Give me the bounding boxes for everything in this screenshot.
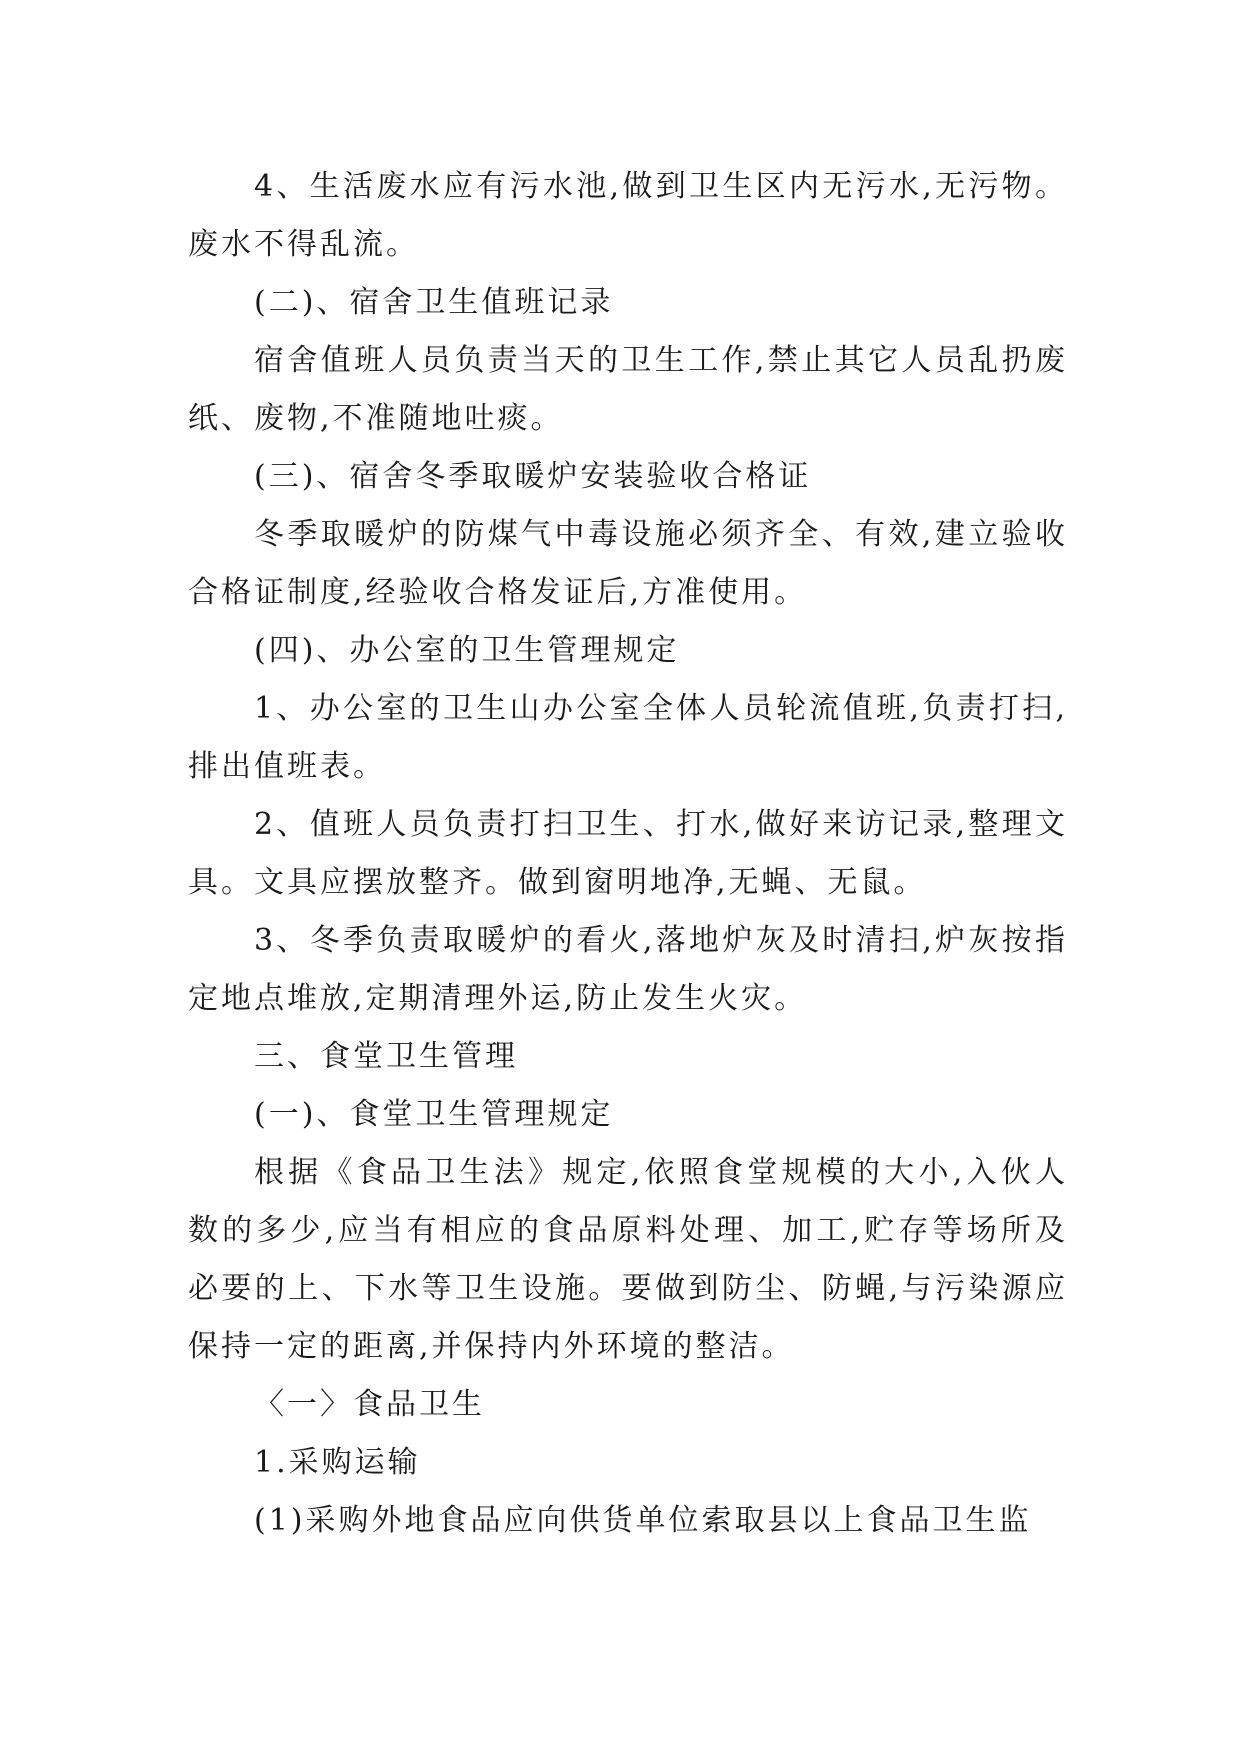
heading-food-hygiene: 〈一〉食品卫生 xyxy=(254,1387,485,1422)
heading-office-hygiene: (四)、办公室的卫生管理规定 xyxy=(254,633,680,668)
heading-heater-certificate: (三)、宿舍冬季取暖炉安装验收合格证 xyxy=(254,459,812,494)
paragraph-canteen-law: 根据《食品卫生法》规定,依照食堂规模的大小,入伙人数的多少,应当有相应的食品原料处理、加工,贮存等场所及必要的上、下水等卫生设施。要做到防尘、防蝇,与污染源应保持一定的距离,并保持内外环境的整洁。 xyxy=(188,1155,1068,1364)
paragraph-purchase-rule-1: (1)采购外地食品应向供货单位索取县以上食品卫生监 xyxy=(254,1503,1032,1538)
heading-purchase-transport: 1.采购运输 xyxy=(254,1445,421,1480)
heading-dorm-duty-record: (二)、宿舍卫生值班记录 xyxy=(254,285,614,320)
document-body xyxy=(188,158,1068,1550)
paragraph-office-rule-3: 3、冬季负责取暖炉的看火,落地炉灰及时清扫,炉灰按指定地点堆放,定期清理外运,防止发生火灾。 xyxy=(188,923,1068,1016)
paragraph-office-rule-1: 1、办公室的卫生山办公室全体人员轮流值班,负责打扫,排出值班表。 xyxy=(188,691,1068,784)
paragraph-heater-certificate: 冬季取暖炉的防煤气中毒设施必须齐全、有效,建立验收合格证制度,经验收合格发证后,方准使用。 xyxy=(188,517,1068,610)
paragraph-wastewater-rule: 4、生活废水应有污水池,做到卫生区内无污水,无污物。废水不得乱流。 xyxy=(188,169,1068,262)
paragraph-office-rule-2: 2、值班人员负责打扫卫生、打水,做好来访记录,整理文具。文具应摆放整齐。做到窗明地净,无蝇、无鼠。 xyxy=(188,807,1068,900)
heading-canteen-hygiene: 三、食堂卫生管理 xyxy=(254,1039,518,1074)
heading-canteen-rules: (一)、食堂卫生管理规定 xyxy=(254,1097,614,1132)
paragraph-dorm-duty: 宿舍值班人员负责当天的卫生工作,禁止其它人员乱扔废纸、废物,不准随地吐痰。 xyxy=(188,343,1068,436)
